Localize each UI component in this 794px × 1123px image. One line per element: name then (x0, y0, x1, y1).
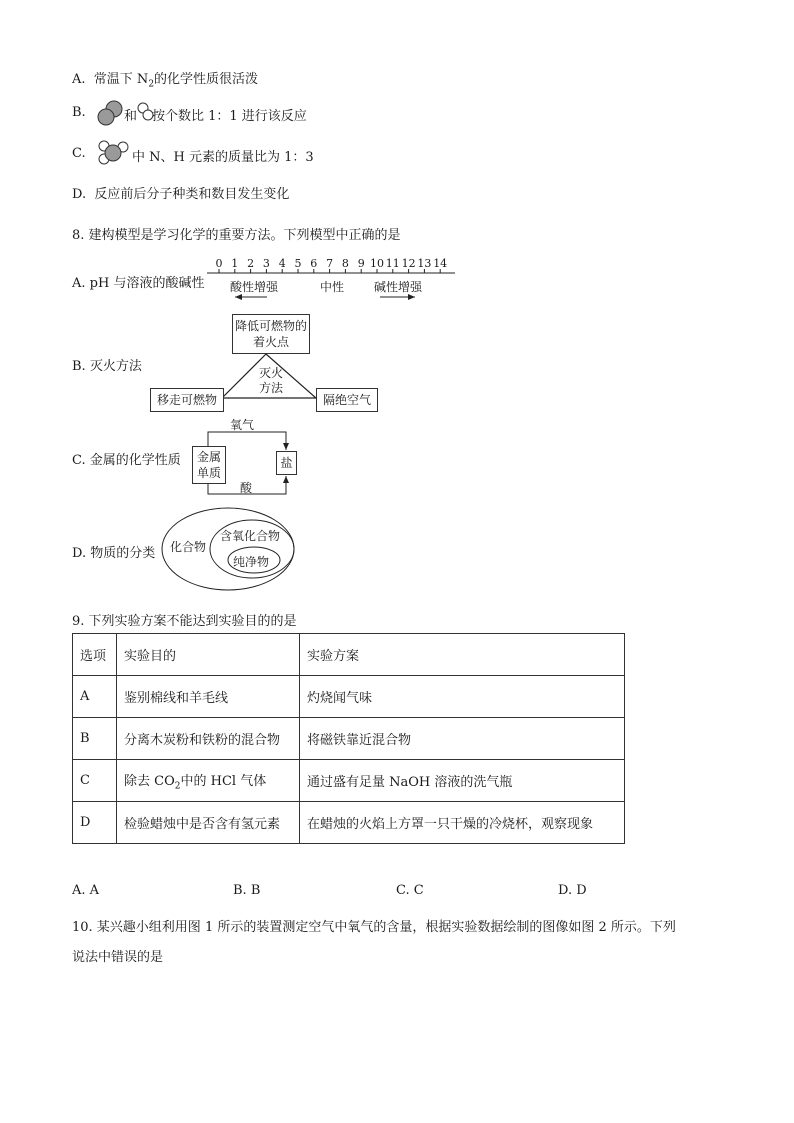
q10-stem-line1: 10. 某兴趣小组利用图 1 所示的装置测定空气中氧气的含量，根据实验数据绘制的图像如图 2 所示。下列 (72, 920, 676, 935)
purpose-cell: 分离木炭粉和铁粉的混合物 (117, 718, 300, 760)
ph-tick-label: 4 (278, 257, 286, 270)
q8-option-d-label: D. 物质的分类 (72, 546, 156, 561)
plan-cell: 灼烧闻气味 (300, 676, 625, 718)
option-prefix: C. (72, 146, 86, 161)
purpose-text: 除去 CO (124, 773, 175, 789)
ph-tick-label: 3 (262, 257, 270, 270)
q8-stem: 8. 建构模型是学习化学的重要方法。下列模型中正确的是 (72, 228, 401, 243)
oxygen-compound-label: 含氧化合物 (220, 529, 281, 543)
acid-label: 酸 (240, 481, 253, 495)
triangle-center-label: 灭火方法 (258, 366, 283, 395)
plan-cell: 将磁铁靠近混合物 (300, 718, 625, 760)
oxygen-label: 氧气 (230, 418, 255, 432)
purpose-cell (117, 760, 300, 802)
ph-tick-label: 0 (215, 257, 223, 270)
ph-tick-label: 8 (341, 257, 349, 270)
table-row (73, 802, 625, 844)
salt-box: 盐 (276, 451, 297, 475)
oxygen-arrow-head (283, 443, 289, 450)
option-text: 按个数比 1：1 进行该反应 (152, 109, 307, 124)
choice-a[interactable]: A. A (72, 883, 100, 898)
option-prefix: D. (72, 187, 87, 202)
ph-tick-label: 1 (231, 257, 239, 270)
isolate-air-box: 隔绝空气 (316, 388, 378, 412)
q8-option-c-label: C. 金属的化学性质 (72, 453, 181, 468)
ph-tick-label: 10 (370, 257, 384, 270)
ph-tick-label: 13 (417, 257, 432, 270)
choice-d[interactable]: D. D (558, 883, 587, 898)
ph-tick-group (216, 257, 448, 273)
option-prefix: A. (72, 72, 86, 87)
table-row (73, 760, 625, 802)
ph-tick-label: 6 (310, 257, 318, 270)
experiment-table (72, 633, 625, 844)
option-cell: B (73, 718, 117, 760)
ph-tick-label: 14 (433, 257, 448, 270)
q10-stem-line2: 说法中错误的是 (72, 950, 164, 965)
neutral-label: 中性 (320, 280, 345, 294)
acid-label: 酸性增强 (230, 280, 279, 294)
ph-tick-label: 11 (385, 257, 400, 270)
option-cell: D (73, 802, 117, 844)
option-text: 中 N、H 元素的质量比为 1：3 (132, 150, 314, 165)
option-text: 的化学性质很活泼 (154, 72, 259, 87)
remove-fuel-box: 移走可燃物 (150, 388, 224, 412)
option-text: 反应前后分子种类和数目发生变化 (94, 187, 290, 202)
and-text: 和 (124, 109, 138, 124)
table-row (73, 676, 625, 718)
ph-tick-label: 12 (401, 257, 416, 270)
compound-label: 化合物 (170, 540, 207, 554)
acid-arrow-head (283, 476, 289, 483)
metal-element-box: 金属单质 (192, 446, 226, 484)
header-cell: 实验目的 (117, 634, 300, 676)
base-label: 碱性增强 (374, 280, 423, 294)
q7-option-d (72, 183, 289, 202)
choice-b[interactable]: B. B (233, 883, 261, 898)
header-cell: 选项 (73, 634, 117, 676)
q8-option-a-label: A. pH 与溶液的酸碱性 (72, 276, 205, 291)
option-cell: A (73, 676, 117, 718)
plan-cell: 在蜡烛的火焰上方罩一只干燥的冷烧杯，观察现象 (300, 802, 625, 844)
option-prefix: B. (72, 105, 86, 120)
option-cell: C (73, 760, 117, 802)
lower-ignition-box: 降低可燃物的着火点 (232, 314, 310, 354)
purpose-text: 中的 HCl 气体 (180, 773, 267, 789)
q7-option-b (72, 105, 86, 120)
ph-tick-label: 7 (326, 257, 334, 270)
ph-tick-label: 2 (247, 257, 255, 270)
ph-tick-label: 9 (357, 257, 365, 270)
choice-c[interactable]: C. C (396, 883, 424, 898)
subscript: 2 (174, 781, 181, 792)
ph-tick-label: 5 (294, 257, 302, 270)
plan-cell: 通过盛有足量 NaOH 溶液的洗气瓶 (300, 760, 625, 802)
pure-substance-label: 纯净物 (233, 555, 270, 569)
purpose-cell: 鉴别棉线和羊毛线 (117, 676, 300, 718)
purpose-cell: 检验蜡烛中是否含有氢元素 (117, 802, 300, 844)
q8-option-b-label: B. 灭火方法 (72, 359, 142, 374)
large-molecule-icon (96, 99, 126, 127)
header-cell: 实验方案 (300, 634, 625, 676)
q7-option-a (72, 68, 258, 90)
q9-stem: 9. 下列实验方案不能达到实验目的的是 (72, 614, 297, 629)
table-header-row (73, 634, 625, 676)
option-text: 常温下 N (93, 72, 149, 87)
table-row (73, 718, 625, 760)
q7-option-c (72, 146, 86, 161)
subscript: 2 (148, 79, 155, 90)
ammonia-molecule-icon (96, 139, 132, 167)
